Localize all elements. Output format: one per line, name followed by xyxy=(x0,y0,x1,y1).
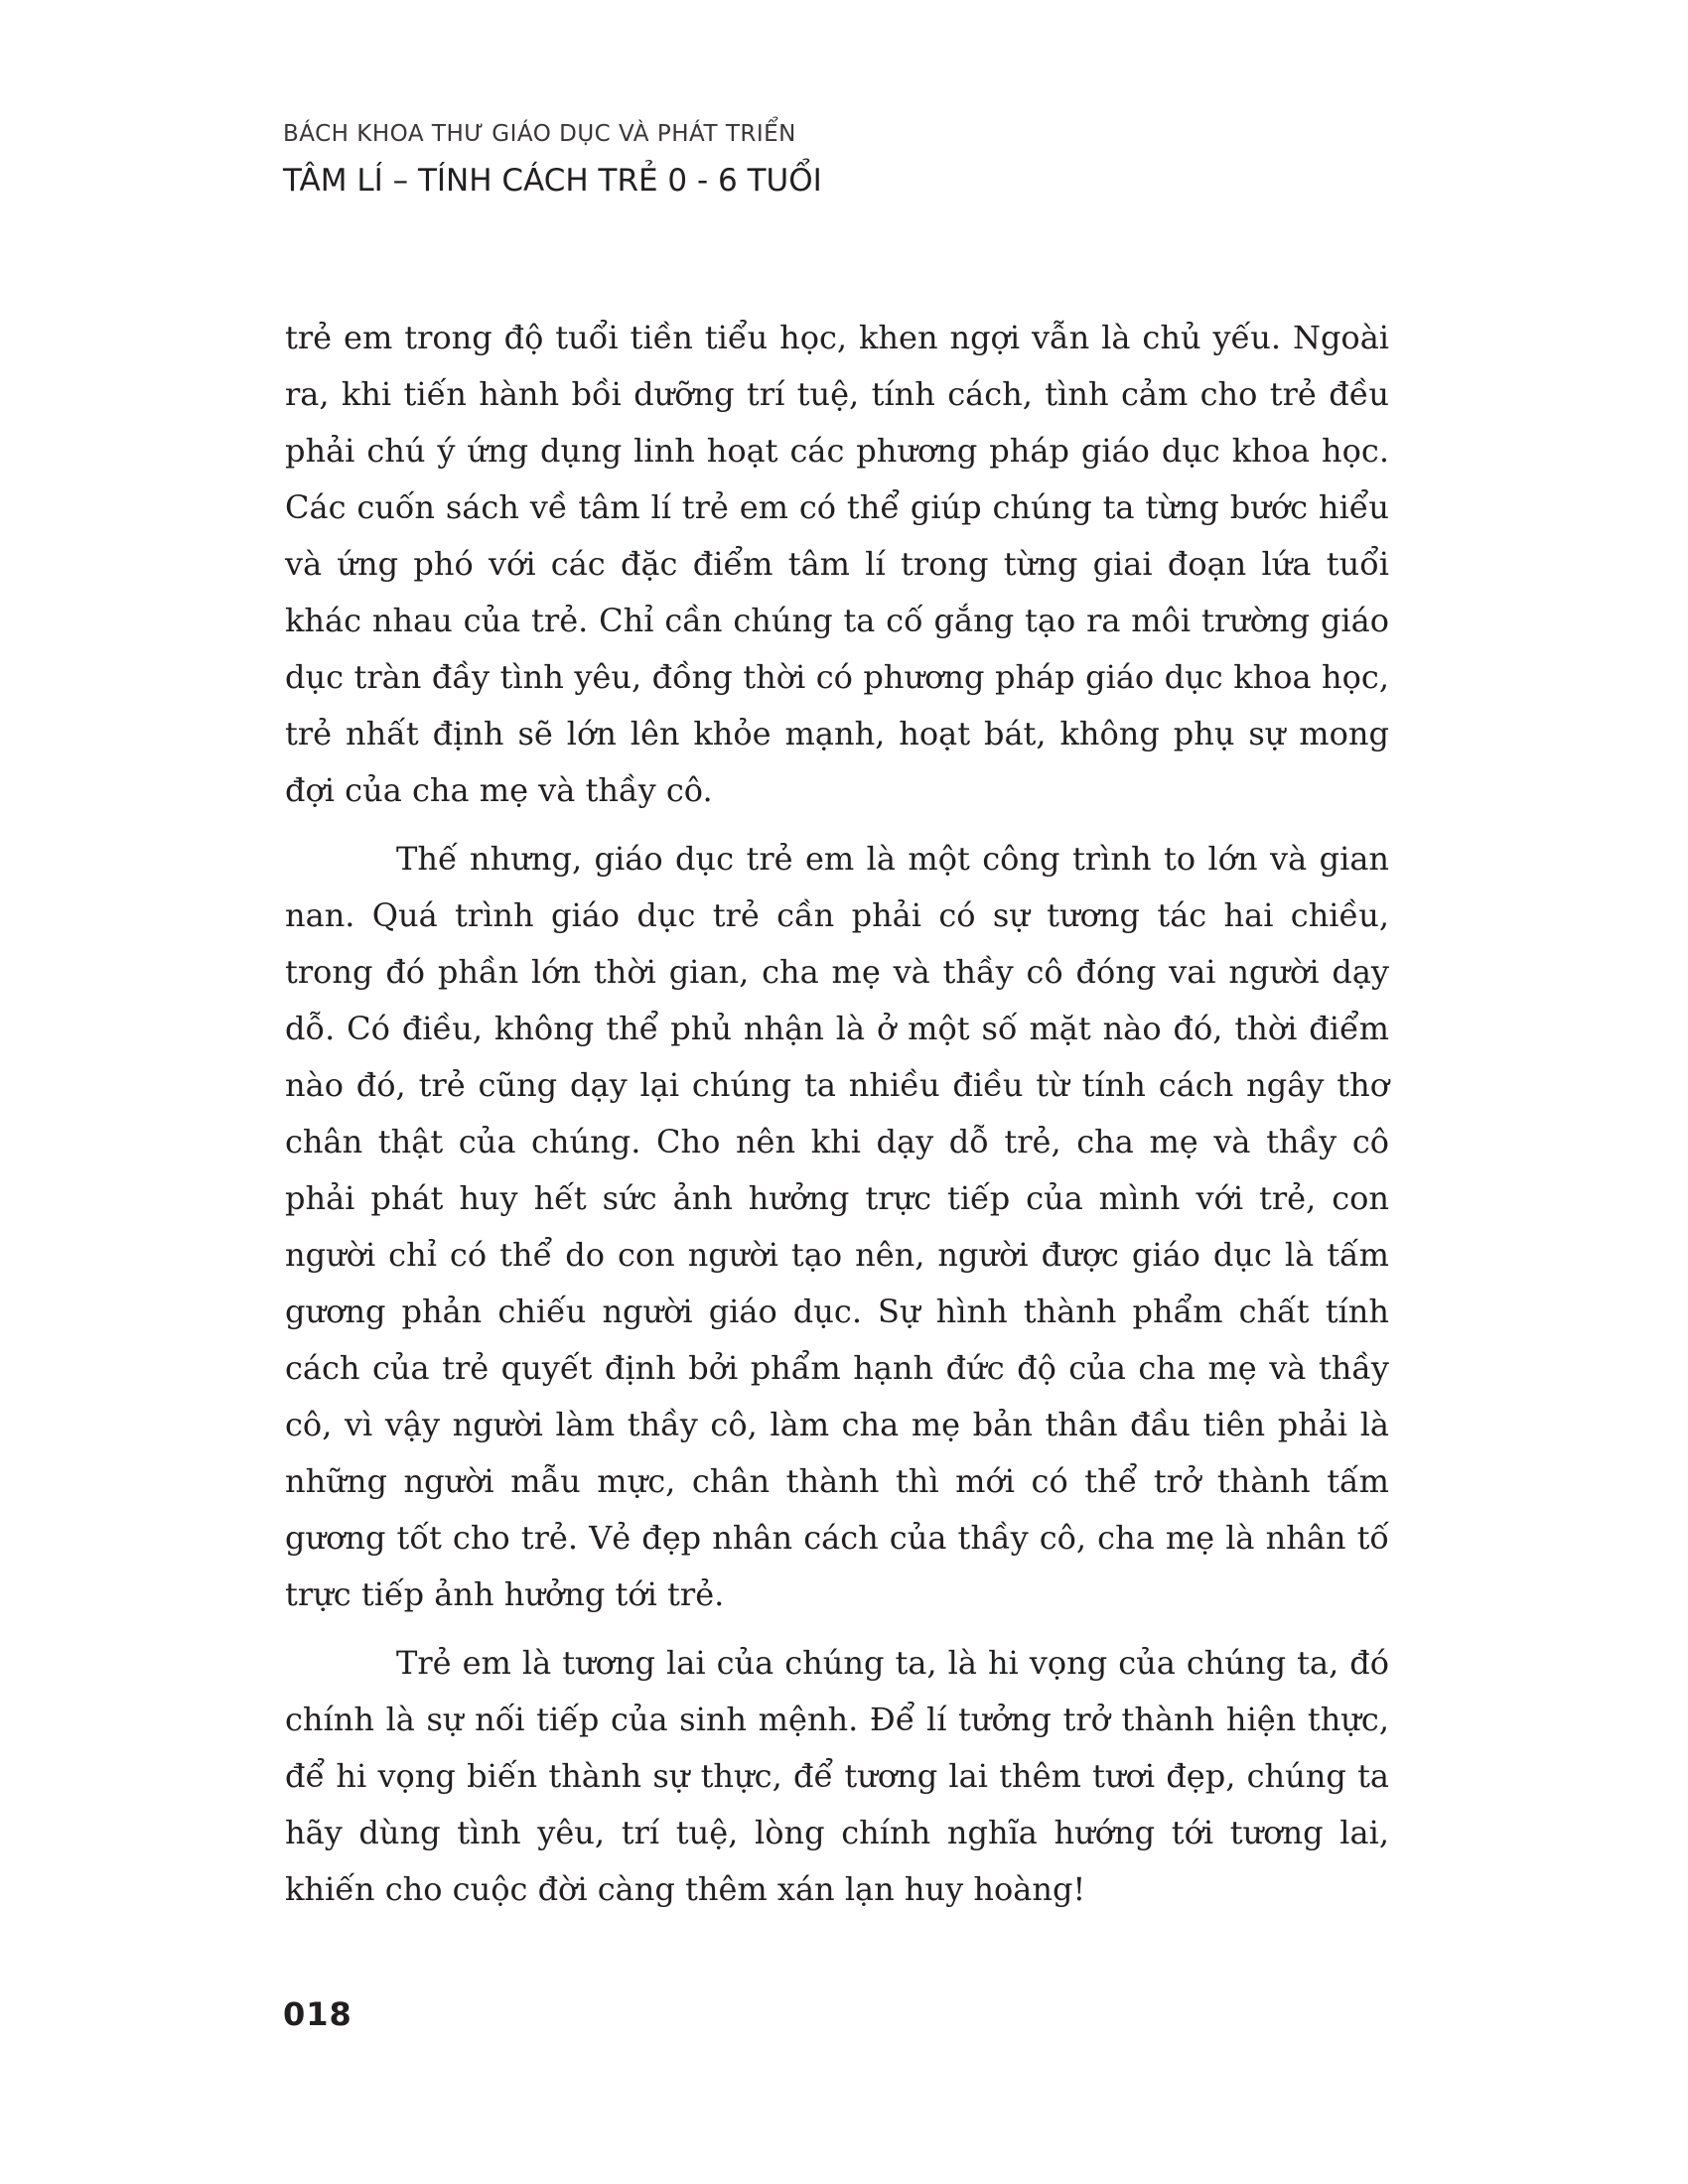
book-title: TÂM LÍ – TÍNH CÁCH TRẺ 0 - 6 TUỔI xyxy=(283,163,822,199)
running-header xyxy=(283,117,1425,203)
page-number: 018 xyxy=(283,1995,352,2033)
paragraph: Trẻ em là tương lai của chúng ta, là hi vọng của chúng ta, đó chính là sự nối tiếp của sinh mệnh. Để lí tưởng trở thành hiện thực, để hi vọng biến thành sự thực, để tương lai thêm tươi đẹp, chúng ta hãy dùng tình yêu, trí tuệ, lòng chính nghĩa hướng tới tương lai, khiến cho cuộc đời càng thêm xán lạn huy hoàng! xyxy=(285,1644,1389,1908)
body-text xyxy=(285,310,1389,1930)
paragraph-continued: trẻ em trong độ tuổi tiền tiểu học, khen ngợi vẫn là chủ yếu. Ngoài ra, khi tiến hành bồi dưỡng trí tuệ, tính cách, tình cảm cho trẻ đều phải chú ý ứng dụng linh hoạt các phương pháp giáo dục khoa học. Các cuốn sách về tâm lí trẻ em có thể giúp chúng ta từng bước hiểu và ứng phó với các đặc điểm tâm lí trong từng giai đoạn lứa tuổi khác nhau của trẻ. Chỉ cần chúng ta cố gắng tạo ra môi trường giáo dục tràn đầy tình yêu, đồng thời có phương pháp giáo dục khoa học, trẻ nhất định sẽ lớn lên khỏe mạnh, hoạt bát, không phụ sự mong đợi của cha mẹ và thầy cô. xyxy=(285,319,1389,809)
series-title: BÁCH KHOA THƯ GIÁO DỤC VÀ PHÁT TRIỂN xyxy=(283,121,796,147)
paragraph: Thế nhưng, giáo dục trẻ em là một công trình to lớn và gian nan. Quá trình giáo dục trẻ cần phải có sự tương tác hai chiều, trong đó phần lớn thời gian, cha mẹ và thầy cô đóng vai người dạy dỗ. Có điều, không thể phủ nhận là ở một số mặt nào đó, thời điểm nào đó, trẻ cũng dạy lại chúng ta nhiều điều từ tính cách ngây thơ chân thật của chúng. Cho nên khi dạy dỗ trẻ, cha mẹ và thầy cô phải phát huy hết sức ảnh hưởng trực tiếp của mình với trẻ, con người chỉ có thể do con người tạo nên, người được giáo dục là tấm gương phản chiếu người giáo dục. Sự hình thành phẩm chất tính cách của trẻ quyết định bởi phẩm hạnh đức độ của cha mẹ và thầy cô, vì vậy người làm thầy cô, làm cha mẹ bản thân đầu tiên phải là những người mẫu mực, chân thành thì mới có thể trở thành tấm gương tốt cho trẻ. Vẻ đẹp nhân cách của thầy cô, cha mẹ là nhân tố trực tiếp ảnh hưởng tới trẻ. xyxy=(285,840,1389,1613)
